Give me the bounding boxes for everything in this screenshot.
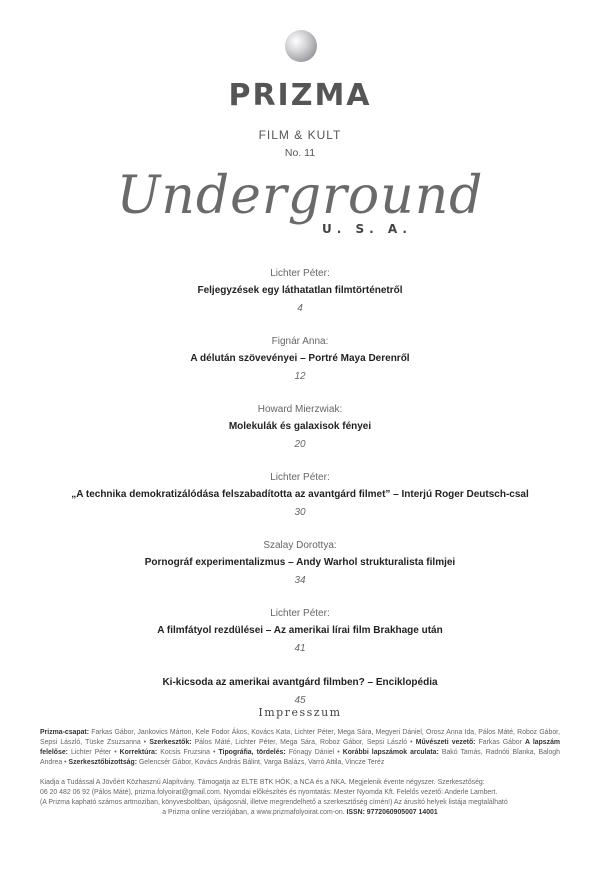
toc-author: Fignár Anna:: [271, 336, 329, 347]
toc-author: Lichter Péter:: [270, 268, 330, 279]
previous-design-label: Korábbi lapszámok arculata:: [342, 749, 439, 756]
toc-title: A filmfátyol rezdülései – Az amerikai lírai film Brakhage után: [157, 625, 443, 636]
toc-entry[interactable]: [0, 470, 600, 538]
proofreading-text: Kocsis Fruzsina •: [160, 749, 216, 756]
toc-page: 12: [294, 371, 306, 382]
toc-page: 41: [294, 643, 306, 654]
toc-title: Pornográf experimentalizmus – Andy Warhol strukturalista filmjei: [144, 557, 456, 568]
toc-title: Feljegyzések egy láthatatlan filmtörténetről: [197, 285, 403, 296]
issue-responsible-text: Lichter Péter •: [71, 749, 117, 756]
toc-page: 34: [294, 575, 306, 586]
team-text: Farkas Gábor, Jankovics Márton, Kele Fodor Ákos, Kovács Kata, Lichter Péter, Mega Sára, Megyeri Dániel, Orosz Anna Ida, Pálos Máté, Roboz Gábor, Sepsi László, Tüske Zsuzsanna •: [40, 729, 560, 746]
publisher-line-last: [40, 808, 560, 818]
toc-page: 20: [294, 439, 306, 450]
issue-number: No. 11: [284, 147, 316, 159]
typography-label: Tipográfia, tördelés:: [218, 749, 286, 756]
toc-title: A délután szövevényei – Portré Maya Derenről: [190, 353, 410, 364]
publisher-line: 06 20 482 06 92 (Pálos Máté), prizma.folyoirat@gmail.com. Nyomdai előkészítés és nyomtatás: Mester Nyomda Kft. Felelős vezető: Anderle Lambert.: [40, 789, 498, 796]
editorial-board-text: Gelencsér Gábor, Kovács András Bálint, Varga Balázs, Varró Attila, Vincze Teréz: [138, 759, 385, 766]
toc-author: Lichter Péter:: [270, 608, 330, 619]
editors-text: Pálos Máté, Lichter Péter, Mega Sára, Roboz Gábor, Sepsi László •: [194, 739, 413, 746]
toc-page: 45: [294, 695, 306, 706]
toc-entry[interactable]: [0, 334, 600, 402]
publisher-line: a Prizma online verziójában, a www.prizmafolyoirat.com-on.: [162, 809, 345, 816]
toc-page: 30: [294, 507, 306, 518]
editors-label: Szerkesztők:: [149, 739, 192, 746]
logo-circle-icon: [285, 30, 317, 62]
issue-theme-subtitle: U. S. A.: [322, 222, 412, 236]
toc-entry[interactable]: [0, 606, 600, 674]
editorial-board-label: Szerkesztőbizottság:: [68, 759, 138, 766]
table-of-contents: [0, 266, 600, 742]
typography-text: Fónagy Dániel •: [288, 749, 340, 756]
impressum-publisher: [40, 778, 560, 818]
issn: ISSN: 9772060905007 14001: [346, 809, 438, 816]
previous-design-text: Bakó Tamás, Radnóti Blanka, Balogh Andrea •: [40, 749, 560, 766]
publisher-line: (A Prizma kapható számos artmoziban, könyvesboltban, újságosnál, illetve megrendelhető a szerkesztőség címén!) Az árusító helyek listája megtalálható: [40, 799, 508, 806]
team-label: Prizma-csapat:: [40, 729, 90, 736]
proofreading-label: Korrektúra:: [119, 749, 158, 756]
brand-title: PRIZMA: [228, 78, 372, 113]
toc-author: Szalay Dorottya:: [263, 540, 337, 551]
publisher-line: Kiadja a Tudással A Jövőért Közhasznú Alapítvány. Támogatja az ELTE BTK HÖK, a NCA és a NKA. Megjelenik évente négyszer. Szerkesztőség:: [40, 779, 485, 786]
toc-entry[interactable]: [0, 266, 600, 334]
impressum-heading: Impresszum: [258, 706, 342, 719]
art-director-label: Művészeti vezető:: [415, 739, 476, 746]
issue-responsible-label: A lapszám felelőse:: [40, 739, 561, 756]
toc-title: Molekulák és galaxisok fényei: [228, 421, 372, 432]
issue-theme: Underground: [116, 166, 484, 226]
toc-author: Howard Mierzwiak:: [257, 404, 343, 415]
toc-page: 4: [297, 303, 303, 314]
toc-title: „A technika demokratizálódása felszabadította az avantgárd filmet” – Interjú Roger Deutsch-csal: [71, 489, 529, 500]
art-director-text: Farkas Gábor: [478, 739, 522, 746]
toc-entry[interactable]: [0, 538, 600, 606]
toc-entry[interactable]: [0, 402, 600, 470]
magazine-subtitle: FILM & KULT: [258, 128, 342, 142]
toc-author: Lichter Péter:: [270, 472, 330, 483]
toc-title: Ki-kicsoda az amerikai avantgárd filmben? – Enciklopédia: [162, 677, 438, 688]
impressum-credits: [40, 728, 560, 768]
